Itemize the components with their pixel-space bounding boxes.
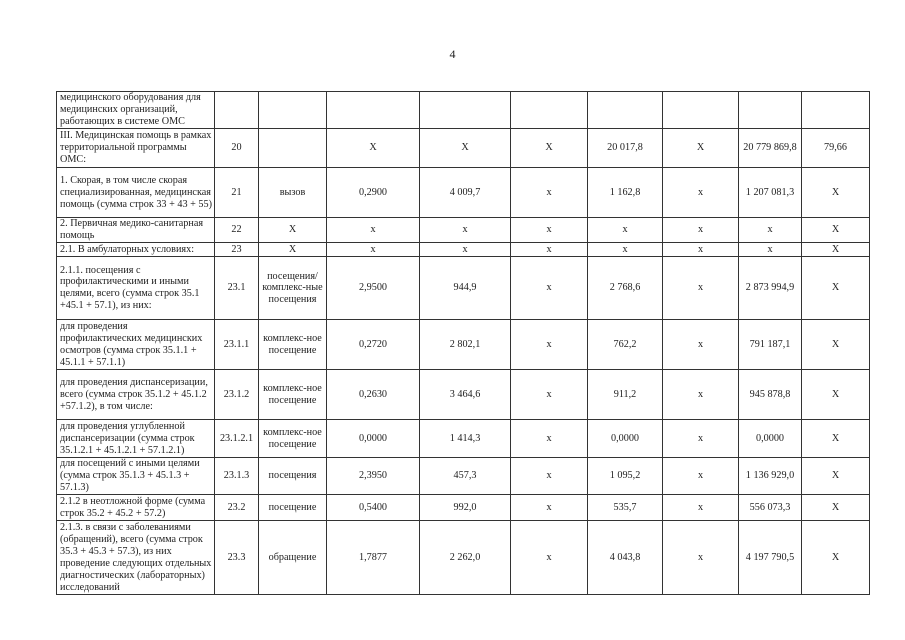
cell-c7: x [588,218,663,243]
cell-c8: x [663,243,739,257]
table-row [57,92,870,129]
row-name: 1. Скорая, в том числе скорая специализированная, медицинская помощь (сумма строк 33 + 43 + 55) [57,168,215,218]
cell-c5: 2 802,1 [420,320,511,370]
cell-c9: 4 197 790,5 [739,521,802,595]
cell-c8: x [663,257,739,320]
cell-c6: x [511,420,588,458]
cell-c7: 1 162,8 [588,168,663,218]
cell-c8: x [663,218,739,243]
cell-c5: 944,9 [420,257,511,320]
cell-line: 23.1.1 [215,320,259,370]
cell-c4: 2,9500 [327,257,420,320]
cell-c7: 4 043,8 [588,521,663,595]
cell-c10: X [802,495,870,521]
cell-c5: 992,0 [420,495,511,521]
row-name: III. Медицинская помощь в рамках территориальной программы ОМС: [57,129,215,168]
row-name: 2.1.3. в связи с заболеваниями (обращений), всего (сумма строк 35.3 + 45.3 + 57.3), из них проведение следующих отдельных диагностических (лабораторных) исследований [57,521,215,595]
cell-unit: комплекс-ное посещение [259,420,327,458]
cell-unit: вызов [259,168,327,218]
cell-unit: посещения/ комплекс-ные посещения [259,257,327,320]
row-name: для проведения диспансеризации, всего (сумма строк 35.1.2 + 45.1.2 +57.1.2), в том числе: [57,370,215,420]
row-name: для посещений с иными целями (сумма строк 35.1.3 + 45.1.3 + 57.1.3) [57,458,215,495]
cell-line: 23.2 [215,495,259,521]
cell-c9: 2 873 994,9 [739,257,802,320]
cell-c4: 2,3950 [327,458,420,495]
cell-c8: x [663,370,739,420]
table-row [57,218,870,243]
row-name: 2.1.2 в неотложной форме (сумма строк 35.2 + 45.2 + 57.2) [57,495,215,521]
cell-c8: x [663,420,739,458]
cell-c5: X [420,129,511,168]
cell-c9 [739,92,802,129]
cell-c4 [327,92,420,129]
cell-c6: x [511,257,588,320]
cell-c5: 457,3 [420,458,511,495]
cell-line: 21 [215,168,259,218]
cell-c6: x [511,218,588,243]
cell-c6 [511,92,588,129]
cell-unit: X [259,218,327,243]
cell-c7: 20 017,8 [588,129,663,168]
cell-line: 23.1.3 [215,458,259,495]
table-row [57,257,870,320]
cell-line [215,92,259,129]
cell-line: 22 [215,218,259,243]
cell-unit: посещение [259,495,327,521]
cell-c6: x [511,521,588,595]
cell-c8: x [663,320,739,370]
cell-c7: 762,2 [588,320,663,370]
cell-line: 23.1 [215,257,259,320]
cell-c10: X [802,521,870,595]
cell-c6: X [511,129,588,168]
cell-c7: 1 095,2 [588,458,663,495]
cell-c9: 0,0000 [739,420,802,458]
financing-table [56,91,870,595]
cell-c5: x [420,218,511,243]
cell-c4: 0,5400 [327,495,420,521]
table-row [57,420,870,458]
cell-c6: x [511,243,588,257]
table-row [57,521,870,595]
row-name: 2.1. В амбулаторных условиях: [57,243,215,257]
cell-c10: X [802,218,870,243]
row-name: 2. Первичная медико-санитарная помощь [57,218,215,243]
cell-c5: 2 262,0 [420,521,511,595]
cell-line: 23.1.2 [215,370,259,420]
cell-c10: X [802,243,870,257]
table-row [57,320,870,370]
cell-c4: x [327,243,420,257]
cell-c5: 4 009,7 [420,168,511,218]
cell-c4: 0,2900 [327,168,420,218]
table-row [57,243,870,257]
cell-c6: x [511,320,588,370]
cell-c9: x [739,243,802,257]
cell-c7 [588,92,663,129]
cell-c7: 535,7 [588,495,663,521]
cell-line: 20 [215,129,259,168]
cell-c9: 1 136 929,0 [739,458,802,495]
page-number: 4 [449,47,456,61]
cell-c10: X [802,420,870,458]
cell-c9: 1 207 081,3 [739,168,802,218]
cell-c4: 0,2630 [327,370,420,420]
cell-c5: x [420,243,511,257]
cell-c8: X [663,129,739,168]
cell-c8: x [663,168,739,218]
cell-c9: 791 187,1 [739,320,802,370]
cell-unit: посещения [259,458,327,495]
table-row [57,129,870,168]
cell-c6: x [511,458,588,495]
row-name: медицинского оборудования для медицинских организаций, работающих в системе ОМС [57,92,215,129]
cell-c8: x [663,495,739,521]
cell-c10: X [802,257,870,320]
cell-c7: 0,0000 [588,420,663,458]
cell-c7: x [588,243,663,257]
cell-c6: x [511,495,588,521]
cell-c7: 2 768,6 [588,257,663,320]
cell-line: 23 [215,243,259,257]
cell-c8 [663,92,739,129]
cell-c6: x [511,168,588,218]
cell-line: 23.3 [215,521,259,595]
cell-c10: 79,66 [802,129,870,168]
cell-line: 23.1.2.1 [215,420,259,458]
cell-c8: x [663,521,739,595]
cell-c10 [802,92,870,129]
table-row [57,168,870,218]
cell-c8: x [663,458,739,495]
row-name: для проведения профилактических медицинских осмотров (сумма строк 35.1.1 + 45.1.1 + 57.1.1) [57,320,215,370]
cell-unit [259,129,327,168]
cell-c9: 20 779 869,8 [739,129,802,168]
cell-c4: 0,0000 [327,420,420,458]
cell-c10: X [802,458,870,495]
cell-c6: x [511,370,588,420]
cell-c10: X [802,370,870,420]
row-name: 2.1.1. посещения с профилактическими и иными целями, всего (сумма строк 35.1 +45.1 + 57.1), из них: [57,257,215,320]
cell-c5: 3 464,6 [420,370,511,420]
cell-c9: 945 878,8 [739,370,802,420]
cell-unit: комплекс-ное посещение [259,320,327,370]
table-row [57,370,870,420]
table-row [57,495,870,521]
cell-unit: комплекс-ное посещение [259,370,327,420]
cell-c4: X [327,129,420,168]
cell-c10: X [802,168,870,218]
cell-c9: 556 073,3 [739,495,802,521]
cell-c4: x [327,218,420,243]
cell-c5 [420,92,511,129]
cell-unit: обращение [259,521,327,595]
cell-c4: 1,7877 [327,521,420,595]
cell-c4: 0,2720 [327,320,420,370]
cell-unit: X [259,243,327,257]
cell-c5: 1 414,3 [420,420,511,458]
cell-unit [259,92,327,129]
table-row [57,458,870,495]
cell-c10: X [802,320,870,370]
row-name: для проведения углубленной диспансеризации (сумма строк 35.1.2.1 + 45.1.2.1 + 57.1.2.1) [57,420,215,458]
cell-c7: 911,2 [588,370,663,420]
cell-c9: x [739,218,802,243]
